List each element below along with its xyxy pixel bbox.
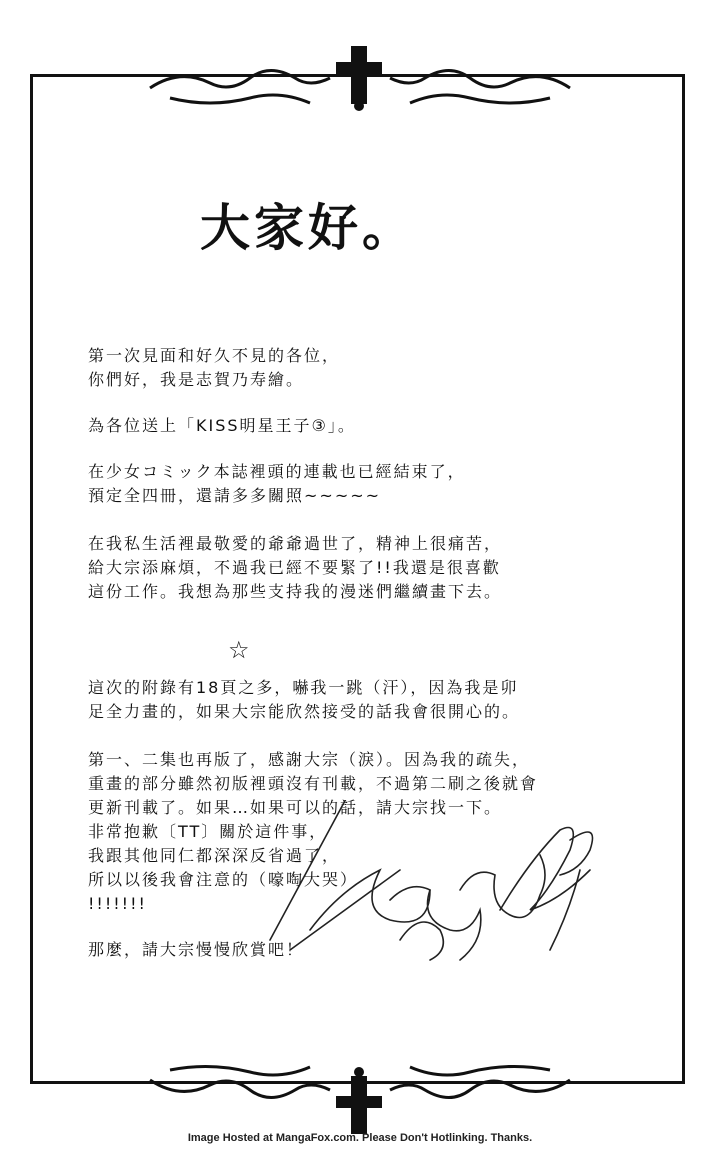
paragraph-closing: 那麼，請大宗慢慢欣賞吧！: [88, 940, 305, 959]
paragraph-supplement: 這次的附錄有18頁之多，嚇我一跳（汗），因為我是卯 足全力畫的，如果大宗能欣然接受的話我會很開心的。: [88, 678, 521, 721]
hosting-notice: Image Hosted at MangaFox.com. Please Don't Hotlinking. Thanks.: [187, 1132, 533, 1144]
paragraph-reprint: 第一、二集也再版了，感謝大宗（淚）。因為我的疏失， 重畫的部分雖然初版裡頭沒有刊載，不過第二刷之後就會 更新刊載了。如果…如果可以的話，請大宗找一下。 非常抱歉〔TT〕關於這件事， 我跟其他同仁都深深反省過了， 所以以後我會注意的（嚎啕大哭） !!!!!!!: [88, 750, 539, 913]
paragraph-volume: 為各位送上「KISS明星王子③」。: [88, 416, 356, 435]
paragraph-serialization: 在少女コミック本誌裡頭的連載也已經結束了， 預定全四冊，還請多多關照~~~~~: [88, 462, 466, 505]
page-title: 大家好。: [200, 199, 416, 257]
paragraph-greeting: 第一次見面和好久不見的各位， 你們好，我是志賀乃寿繪。: [88, 346, 341, 389]
paragraph-personal: 在我私生活裡最敬愛的爺爺過世了，精神上很痛苦， 給大宗添麻煩，不過我已經不要緊了!!我還是很喜歡 這份工作。我想為那些支持我的漫迷們繼續畫下去。: [88, 534, 503, 601]
handwritten-signature: [250, 800, 660, 1000]
top-cross-ornament-icon: [0, 38, 720, 118]
star-icon: ☆: [228, 636, 250, 664]
bottom-cross-ornament-icon: [0, 1060, 720, 1140]
